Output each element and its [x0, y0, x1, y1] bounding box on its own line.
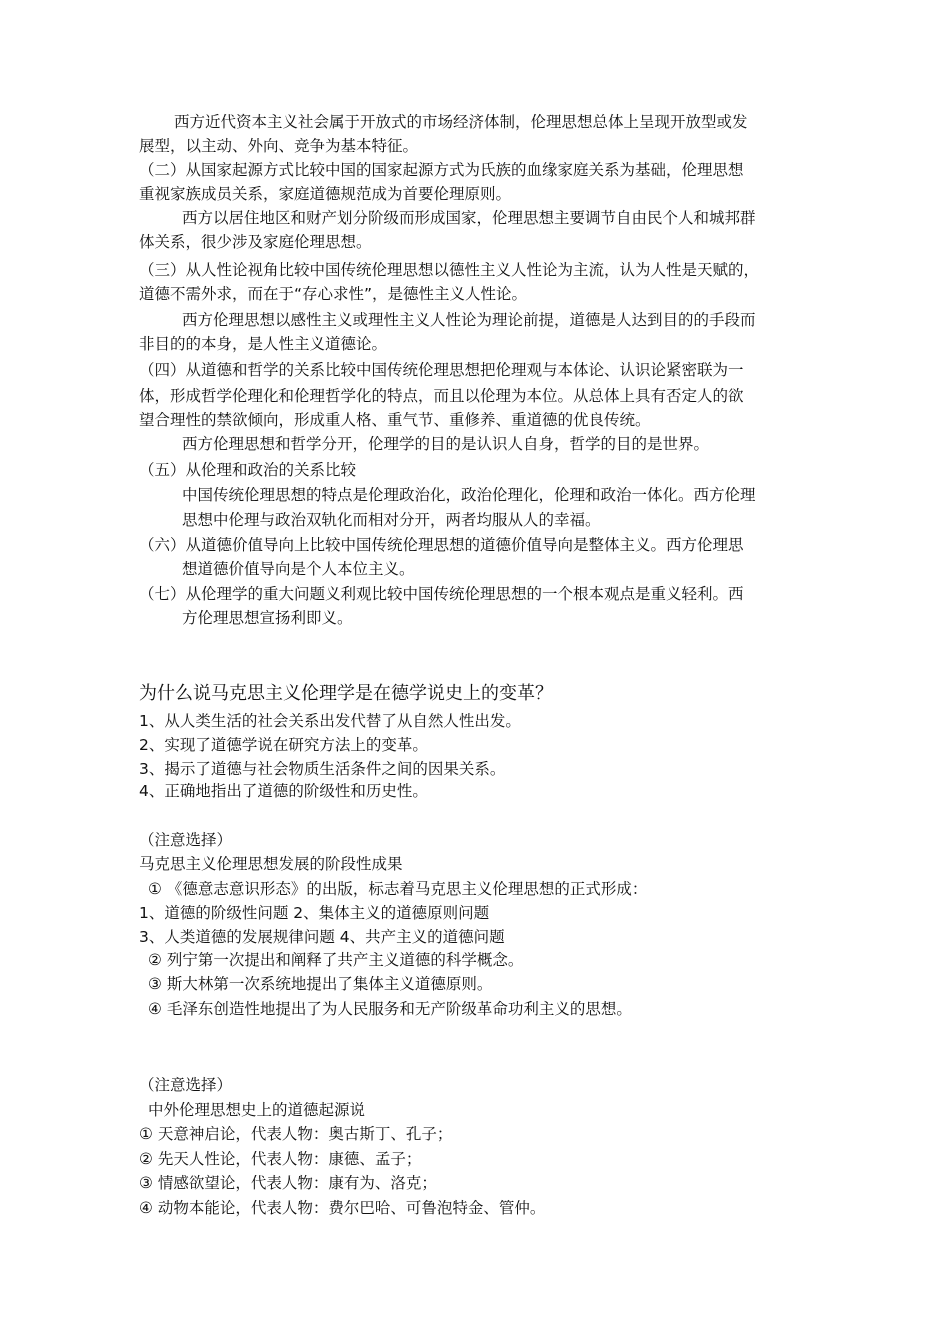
paragraph-line: 中国传统伦理思想的特点是伦理政治化，政治伦理化，伦理和政治一体化。西方伦理: [182, 486, 756, 504]
paragraph-line: 非目的的本身，是人性主义道德论。: [139, 335, 388, 353]
paragraph-line: 西方近代资本主义社会属于开放式的市场经济体制，伦理思想总体上呈现开放型或发: [174, 113, 748, 131]
list-item: ① 天意神启论，代表人物：奥古斯丁、孔子；: [139, 1125, 453, 1143]
paragraph-line: （七）从伦理学的重大问题义利观比较中国传统伦理思想的一个根本观点是重义轻利。西: [139, 585, 744, 603]
paragraph-line: 西方伦理思想以感性主义或理性主义人性论为理论前提，道德是人达到目的的手段而: [182, 311, 756, 329]
paragraph-line: 道德不需外求，而在于“存心求性”，是德性主义人性论。: [139, 285, 528, 303]
section-title: 中外伦理思想史上的道德起源说: [148, 1101, 366, 1119]
paragraph-line: （三）从人性论视角比较中国传统伦理思想以德性主义人性论为主流，认为人性是天赋的，: [139, 261, 760, 279]
list-item: 4、正确地指出了道德的阶级性和历史性。: [139, 782, 428, 800]
list-item: ① 《德意志意识形态》的出版，标志着马克思主义伦理思想的正式形成：: [148, 880, 648, 898]
note-label: （注意选择）: [139, 1076, 233, 1094]
list-item: 3、揭示了道德与社会物质生活条件之间的因果关系。: [139, 760, 506, 778]
paragraph-line: 体关系，很少涉及家庭伦理思想。: [139, 233, 372, 251]
paragraph-line: （四）从道德和哲学的关系比较中国传统伦理思想把伦理观与本体论、认识论紧密联为一: [139, 361, 744, 379]
note-label: （注意选择）: [139, 831, 233, 849]
list-item: ③ 斯大林第一次系统地提出了集体主义道德原则。: [148, 975, 493, 993]
paragraph-line: （二）从国家起源方式比较中国的国家起源方式为氏族的血缘家庭关系为基础，伦理思想: [139, 161, 744, 179]
paragraph-line: 西方以居住地区和财产划分阶级而形成国家，伦理思想主要调节自由民个人和城邦群: [182, 209, 756, 227]
list-item: ④ 动物本能论，代表人物：费尔巴哈、可鲁泡特金、管仲。: [139, 1199, 546, 1217]
list-item: 3、人类道德的发展规律问题 4、共产主义的道德问题: [139, 928, 505, 946]
paragraph-line: （五）从伦理和政治的关系比较: [139, 461, 357, 479]
paragraph-line: 方伦理思想宣扬利即义。: [182, 609, 353, 627]
list-item: 2、实现了道德学说在研究方法上的变革。: [139, 736, 428, 754]
paragraph-line: 想道德价值导向是个人本位主义。: [182, 560, 415, 578]
section-heading: 为什么说马克思主义伦理学是在德学说史上的变革？: [139, 683, 553, 704]
paragraph-line: （六）从道德价值导向上比较中国传统伦理思想的道德价值导向是整体主义。西方伦理思: [139, 536, 744, 554]
paragraph-line: 体，形成哲学伦理化和伦理哲学化的特点，而且以伦理为本位。从总体上具有否定人的欲: [139, 387, 744, 405]
paragraph-line: 重视家族成员关系，家庭道德规范成为首要伦理原则。: [139, 185, 512, 203]
list-item: ④ 毛泽东创造性地提出了为人民服务和无产阶级革命功利主义的思想。: [148, 1000, 632, 1018]
paragraph-line: 西方伦理思想和哲学分开，伦理学的目的是认识人自身，哲学的目的是世界。: [182, 435, 710, 453]
paragraph-line: 思想中伦理与政治双轨化而相对分开，两者均服从人的幸福。: [182, 511, 601, 529]
paragraph-line: 望合理性的禁欲倾向，形成重人格、重气节、重修养、重道德的优良传统。: [139, 411, 651, 429]
list-item: 1、从人类生活的社会关系出发代替了从自然人性出发。: [139, 712, 521, 730]
section-title: 马克思主义伦理思想发展的阶段性成果: [139, 855, 403, 873]
list-item: 1、道德的阶级性问题 2、集体主义的道德原则问题: [139, 904, 490, 922]
list-item: ② 列宁第一次提出和阐释了共产主义道德的科学概念。: [148, 951, 524, 969]
paragraph-line: 展型，以主动、外向、竞争为基本特征。: [139, 137, 419, 155]
list-item: ③ 情感欲望论，代表人物：康有为、洛克；: [139, 1174, 437, 1192]
list-item: ② 先天人性论，代表人物：康德、孟子；: [139, 1150, 422, 1168]
